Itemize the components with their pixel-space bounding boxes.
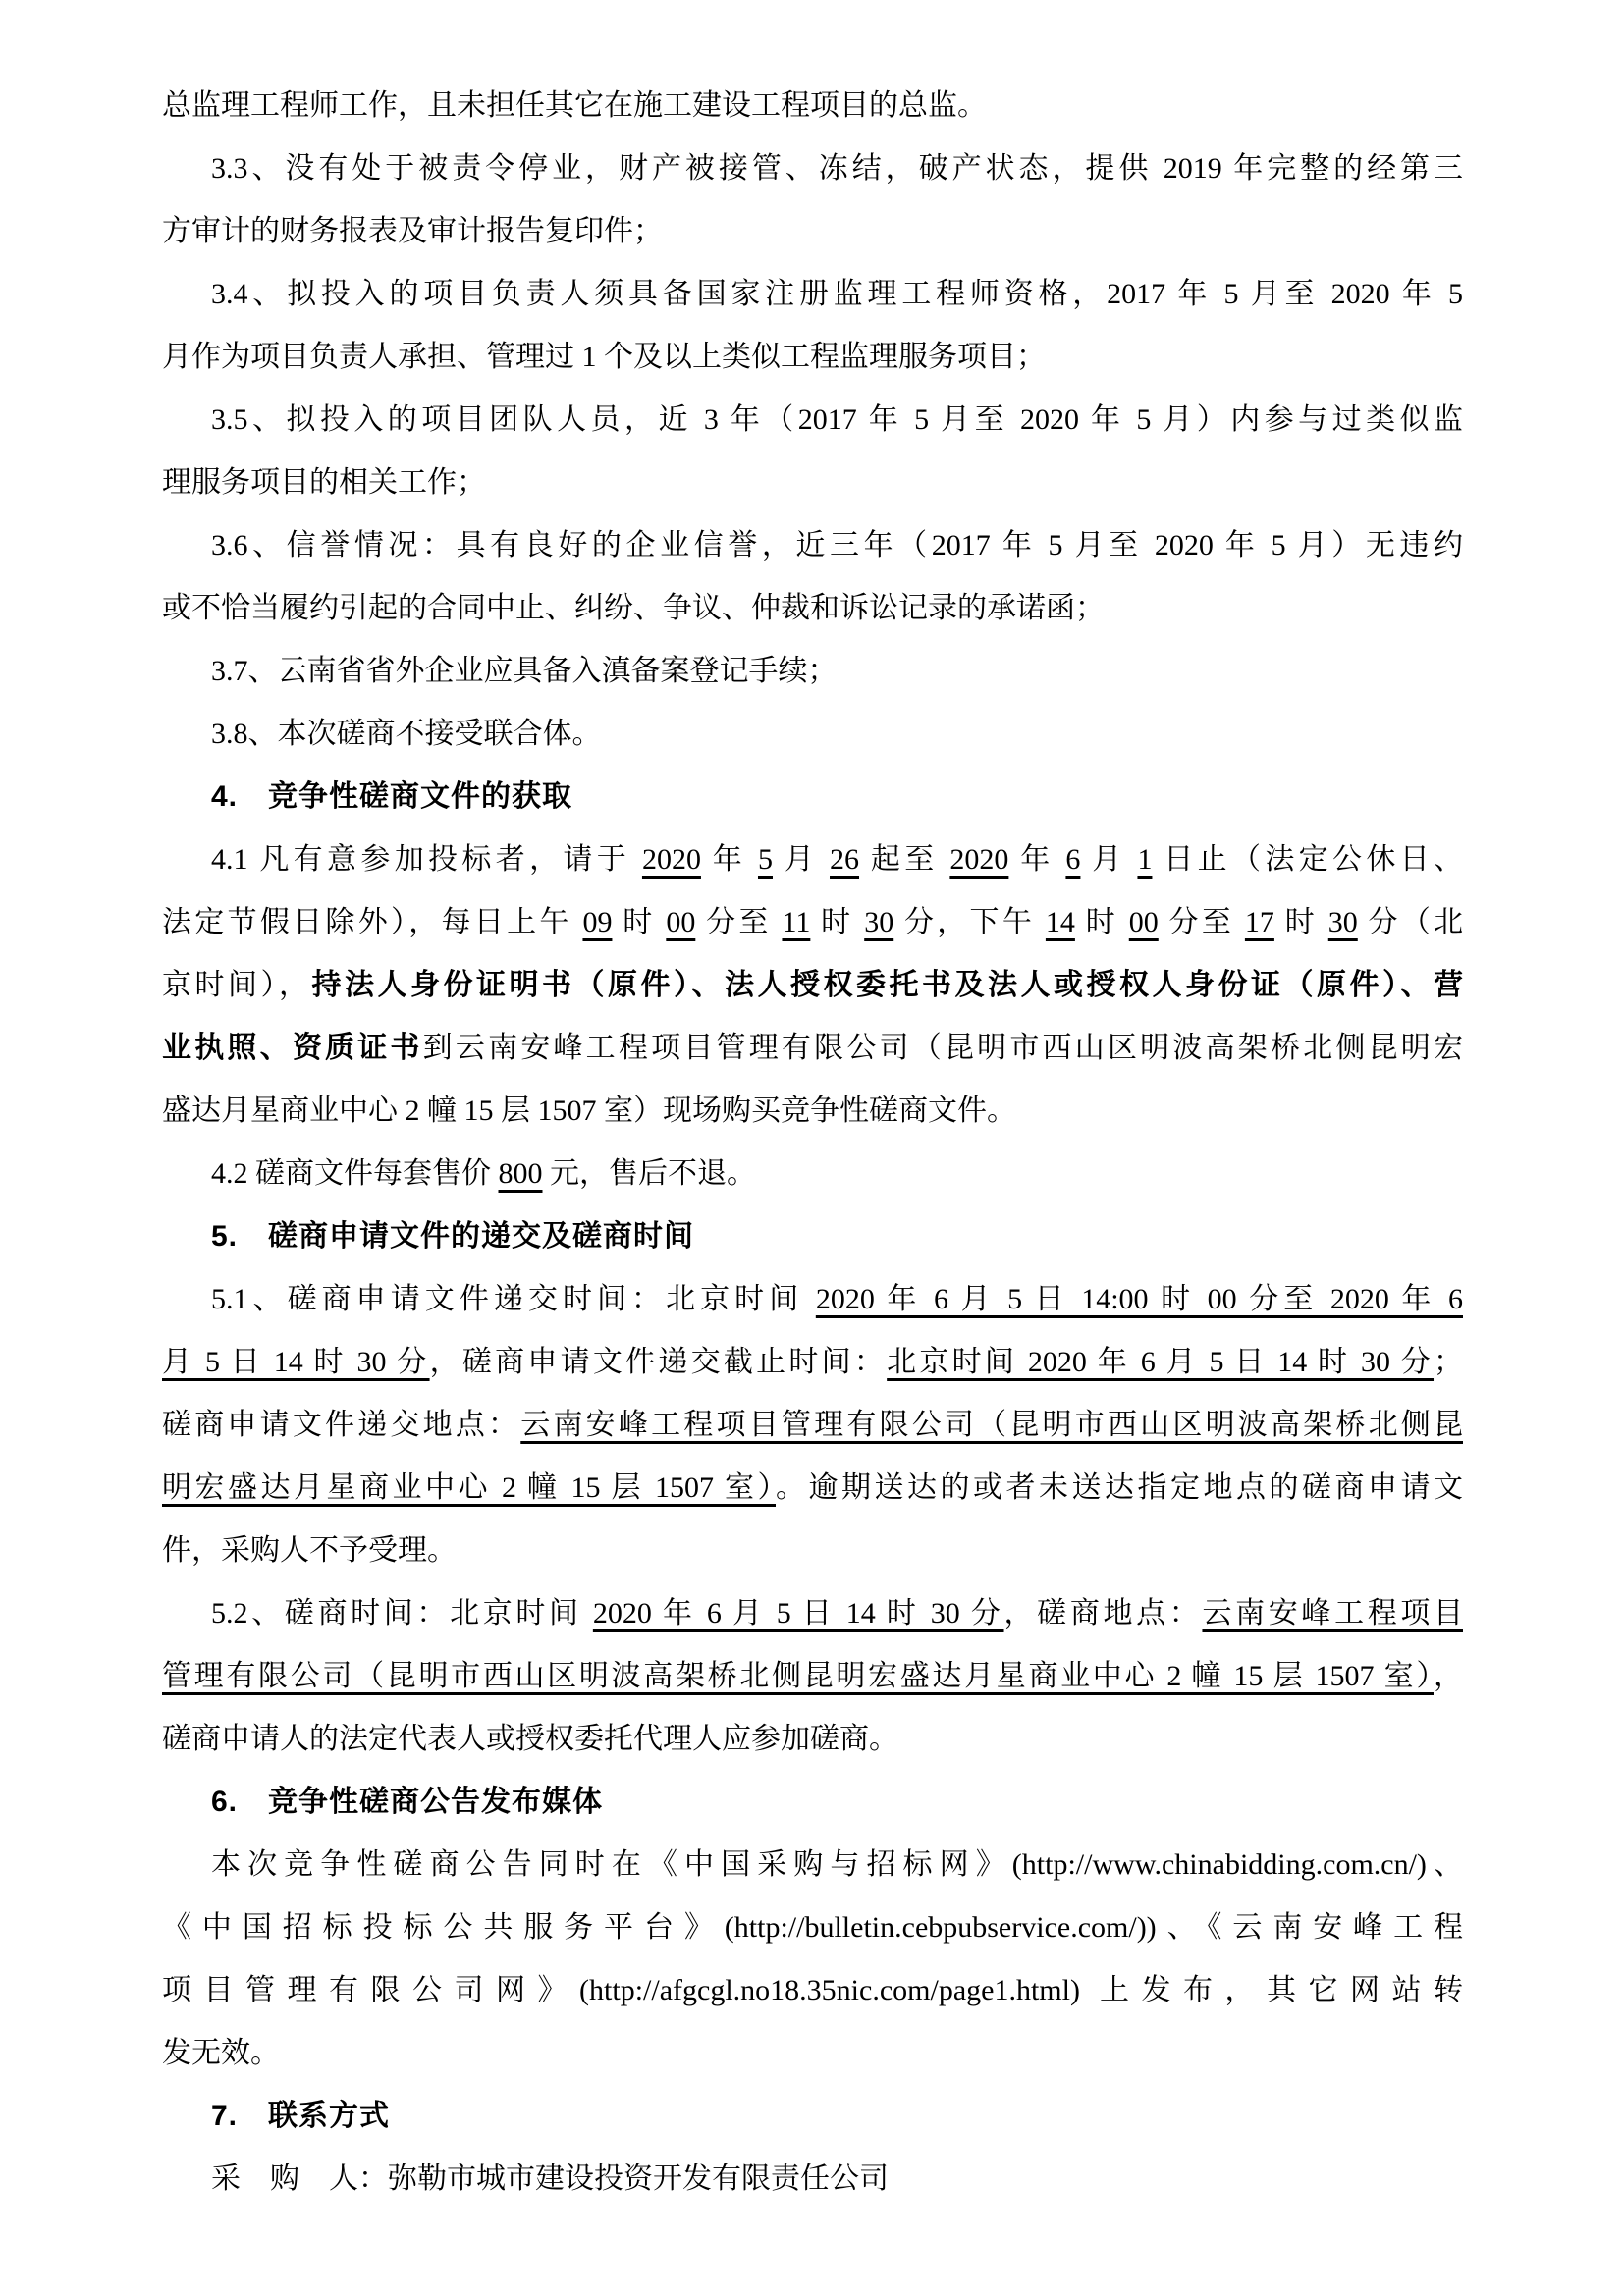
item-5-2-cont-1: [162, 1645, 1463, 1708]
item-3-7: [162, 640, 1463, 703]
text-run: 京时间），: [162, 969, 312, 1001]
text-run: 4.1 凡有意参加投标者，请于: [211, 843, 642, 876]
text-run: 6. 竞争性磋商公告发布媒体: [211, 1786, 604, 1818]
item-4-2: [162, 1143, 1463, 1205]
text-run: 3.7、云南省省外企业应具备入滇备案登记手续；: [211, 655, 838, 687]
text-run: 起至: [859, 843, 950, 876]
heading-7: [162, 2085, 1463, 2148]
text-run: 理服务项目的相关工作；: [162, 466, 486, 499]
item-3-3-cont: [162, 200, 1463, 263]
underlined-text-run: 17: [1244, 906, 1274, 938]
underlined-text-run: 26: [830, 843, 860, 876]
underlined-text-run: 月 5 日 14 时 30 分: [162, 1346, 430, 1378]
underlined-text-run: 明宏盛达月星商业中心 2 幢 15 层 1507 室）: [162, 1471, 776, 1504]
contact-purchaser: [162, 2148, 1463, 2211]
item-4-1: [162, 828, 1463, 891]
text-run: 时: [612, 906, 667, 938]
item-5-1: [162, 1268, 1463, 1331]
text-run: 3.8、本次磋商不接受联合体。: [211, 718, 602, 750]
text-run: 项目管理有限公司网》(http://afgcgl.no18.35nic.com/page1.html) 上发布，其它网站转: [162, 1974, 1463, 2006]
text-run: 分至: [1158, 906, 1245, 938]
text-run: 3.3、没有处于被责令停业，财产被接管、冻结，破产状态，提供 2019 年完整的经第三: [211, 152, 1463, 185]
para-media-4: [162, 2022, 1463, 2085]
text-run: ，: [1434, 1660, 1463, 1692]
text-run: 5. 磋商申请文件的递交及磋商时间: [211, 1220, 695, 1253]
bold-text-run: 持法人身份证明书（原件）、法人授权委托书及法人或授权人身份证（原件）、营: [311, 969, 1463, 1001]
text-run: 3.6、信誉情况：具有良好的企业信誉，近三年（2017 年 5 月至 2020 年 5 月）无违约: [211, 529, 1463, 561]
text-run: 月: [772, 843, 831, 876]
text-run: 3.4、拟投入的项目负责人须具备国家注册监理工程师资格，2017 年 5 月至 2020 年 5: [211, 278, 1463, 310]
underlined-text-run: 11: [782, 906, 811, 938]
para-media-3: [162, 1959, 1463, 2022]
underlined-text-run: 1: [1137, 843, 1153, 876]
text-run: 盛达月星商业中心 2 幢 15 层 1507 室）现场购买竞争性磋商文件。: [162, 1095, 1016, 1127]
text-run: 分（北: [1357, 906, 1463, 938]
para-media-2: [162, 1896, 1463, 1959]
text-run: 发无效。: [162, 2037, 280, 2069]
underlined-text-run: 800: [498, 1157, 543, 1190]
text-run: 5.1、磋商申请文件递交时间：北京时间: [211, 1283, 816, 1315]
underlined-text-run: 2020: [949, 843, 1009, 876]
item-4-1-cont-4: [162, 1080, 1463, 1143]
item-3-6-cont: [162, 577, 1463, 640]
underlined-text-run: 北京时间 2020 年 6 月 5 日 14 时 30 分: [887, 1346, 1435, 1378]
item-4-1-cont-3: [162, 1017, 1463, 1080]
text-run: 法定节假日除外），每日上午: [162, 906, 583, 938]
item-3-6: [162, 514, 1463, 577]
underlined-text-run: 2020: [641, 843, 701, 876]
text-run: 时: [810, 906, 865, 938]
text-run: 3.5、拟投入的项目团队人员，近 3 年（2017 年 5 月至 2020 年 5 月）内参与过类似监: [211, 403, 1463, 436]
text-run: ；: [1434, 1346, 1463, 1378]
item-3-5-cont: [162, 452, 1463, 514]
text-run: 《中国招标投标公共服务平台》(http://bulletin.cebpubservice.com/))、《云南安峰工程: [162, 1911, 1463, 1944]
text-run: 方审计的财务报表及审计报告复印件；: [162, 215, 663, 247]
text-run: 4. 竞争性磋商文件的获取: [211, 780, 573, 813]
underlined-text-run: 30: [864, 906, 894, 938]
text-run: 时: [1074, 906, 1129, 938]
para-chief-supervisor-cont: [162, 75, 1463, 137]
item-3-8: [162, 703, 1463, 766]
item-5-2-cont-2: [162, 1708, 1463, 1771]
item-3-4: [162, 263, 1463, 326]
item-4-1-cont-2: [162, 954, 1463, 1017]
text-run: 本次竞争性磋商公告同时在《中国采购与招标网》(http://www.chinabidding.com.cn/)、: [211, 1848, 1463, 1881]
underlined-text-run: 6: [1065, 843, 1081, 876]
underlined-text-run: 管理有限公司（昆明市西山区明波高架桥北侧昆明宏盛达月星商业中心 2 幢 15 层 1507 室）: [162, 1660, 1434, 1692]
heading-5: [162, 1205, 1463, 1268]
text-run: 月: [1080, 843, 1138, 876]
text-run: 年: [1008, 843, 1066, 876]
para-media-1: [162, 1834, 1463, 1896]
underlined-text-run: 00: [1128, 906, 1159, 938]
bold-text-run: 业执照、资质证书: [162, 1032, 423, 1064]
text-run: 元，售后不退。: [542, 1157, 756, 1190]
text-run: 日止（法定公休日、: [1152, 843, 1463, 876]
item-4-1-cont-1: [162, 891, 1463, 954]
heading-6: [162, 1771, 1463, 1834]
item-5-1-cont-3: [162, 1457, 1463, 1520]
text-run: 7. 联系方式: [211, 2100, 391, 2132]
text-run: 4.2 磋商文件每套售价: [211, 1157, 499, 1190]
item-5-2: [162, 1582, 1463, 1645]
underlined-text-run: 云南安峰工程项目管理有限公司（昆明市西山区明波高架桥北侧昆: [520, 1409, 1463, 1441]
text-run: ，磋商申请文件递交截止时间：: [429, 1346, 888, 1378]
text-run: 分，下午: [893, 906, 1046, 938]
text-run: 时: [1273, 906, 1328, 938]
text-run: ，磋商地点：: [1003, 1597, 1203, 1629]
underlined-text-run: 5: [757, 843, 773, 876]
item-3-5: [162, 389, 1463, 452]
underlined-text-run: 2020 年 6 月 5 日 14 时 30 分: [592, 1597, 1004, 1629]
text-run: 。逾期送达的或者未送达指定地点的磋商申请文: [776, 1471, 1463, 1504]
text-run: 或不恰当履约引起的合同中止、纠纷、争议、仲裁和诉讼记录的承诺函；: [162, 592, 1105, 624]
item-3-4-cont: [162, 326, 1463, 389]
underlined-text-run: 2020 年 6 月 5 日 14:00 时 00 分至 2020 年 6: [815, 1283, 1463, 1315]
underlined-text-run: 00: [666, 906, 696, 938]
text-run: 磋商申请人的法定代表人或授权委托代理人应参加磋商。: [162, 1723, 898, 1755]
text-run: 总监理工程师工作，且未担任其它在施工建设工程项目的总监。: [162, 89, 987, 122]
text-run: 采 购 人：弥勒市城市建设投资开发有限责任公司: [211, 2163, 889, 2195]
text-run: 分至: [695, 906, 783, 938]
underlined-text-run: 云南安峰工程项目: [1202, 1597, 1463, 1629]
item-5-1-cont-2: [162, 1394, 1463, 1457]
heading-4: [162, 766, 1463, 828]
text-run: 件，采购人不予受理。: [162, 1534, 457, 1567]
text-run: 5.2、磋商时间：北京时间: [211, 1597, 593, 1629]
item-5-1-cont-1: [162, 1331, 1463, 1394]
text-run: 到云南安峰工程项目管理有限公司（昆明市西山区明波高架桥北侧昆明宏: [422, 1032, 1463, 1064]
text-run: 年: [700, 843, 758, 876]
underlined-text-run: 14: [1045, 906, 1075, 938]
text-run: 磋商申请文件递交地点：: [162, 1409, 521, 1441]
item-5-1-cont-4: [162, 1520, 1463, 1582]
underlined-text-run: 09: [582, 906, 613, 938]
underlined-text-run: 30: [1327, 906, 1358, 938]
text-run: 月作为项目负责人承担、管理过 1 个及以上类似工程监理服务项目；: [162, 341, 1046, 373]
item-3-3: [162, 137, 1463, 200]
